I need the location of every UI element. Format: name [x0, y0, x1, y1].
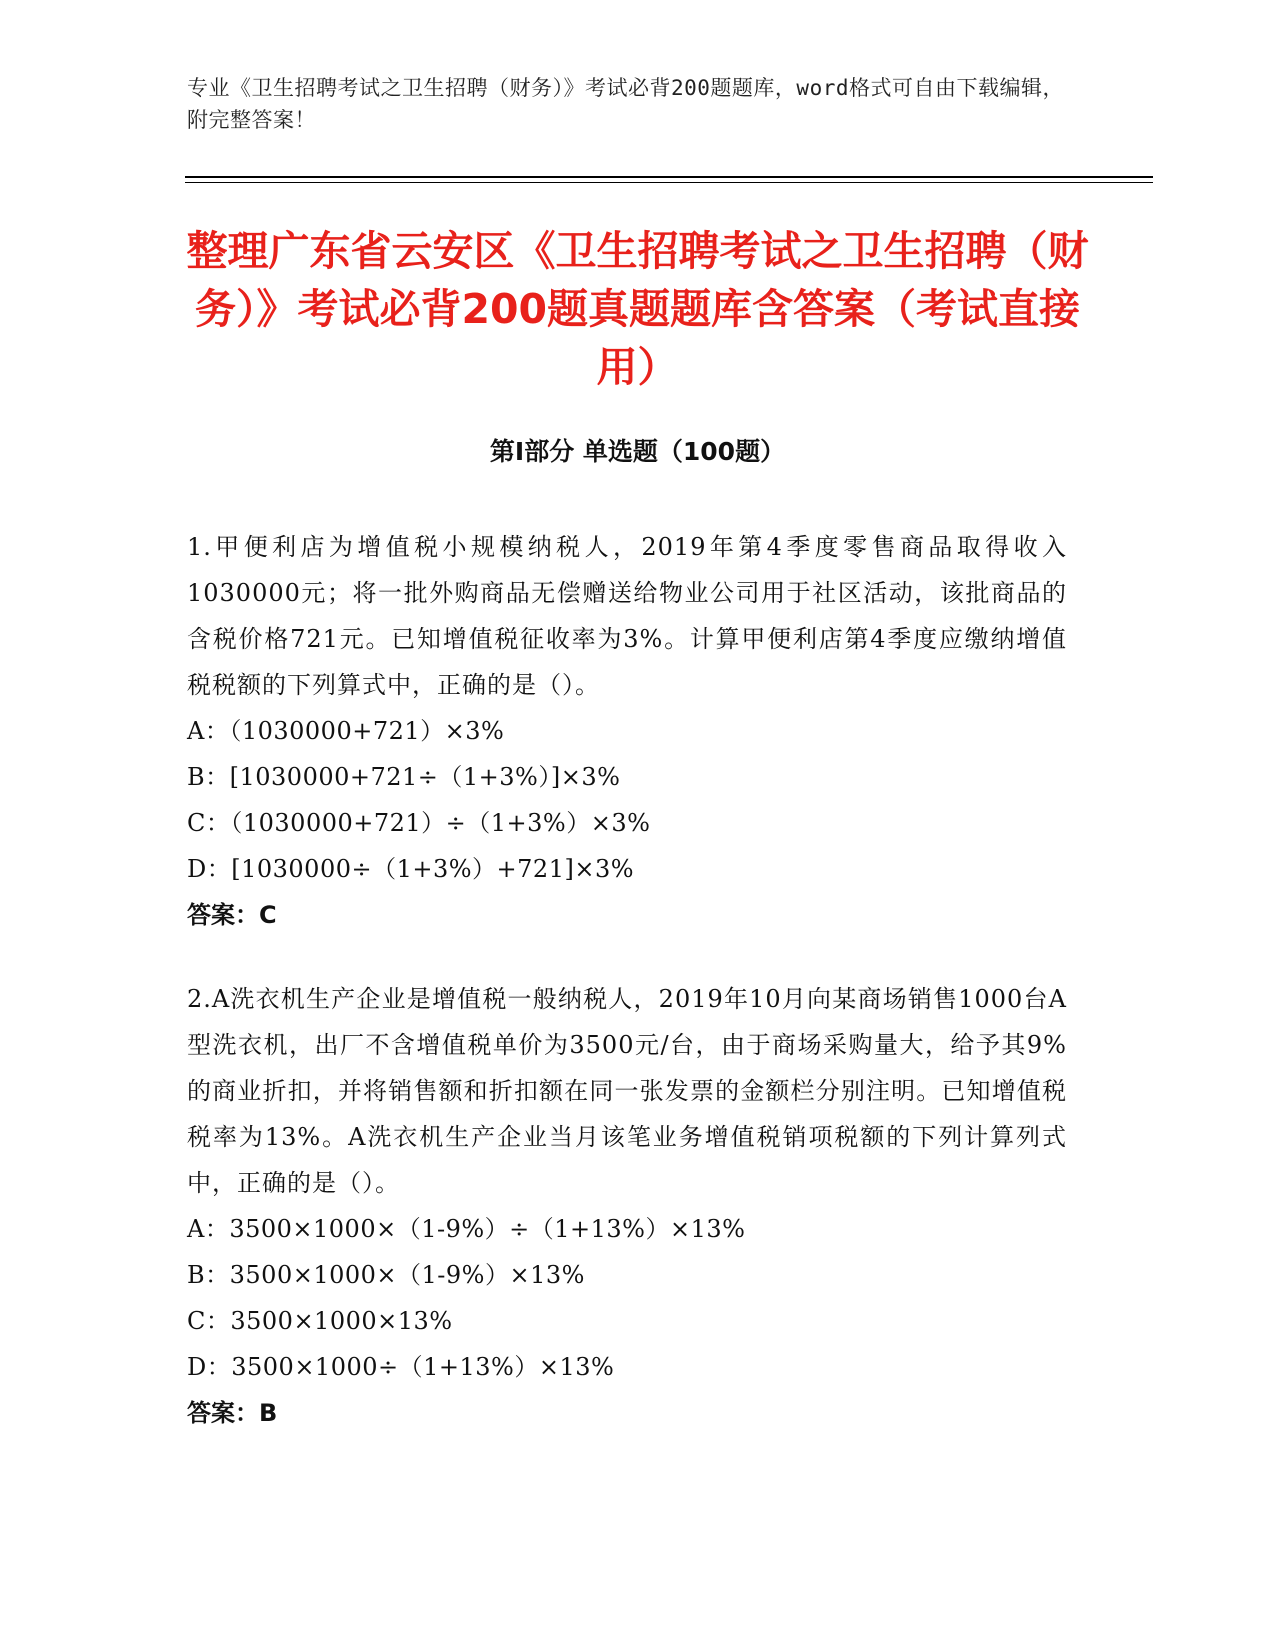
section-title: 第I部分 单选题（100题）: [489, 437, 786, 466]
option-c: C：（1030000+721）÷（1+3%）×3%: [187, 809, 651, 837]
header-note: 专业《卫生招聘考试之卫生招聘（财务）》考试必背200题题库，word格式可自由下载编辑，附完整答案！: [187, 76, 1064, 132]
header-divider-thick: [185, 176, 1153, 178]
document-title: 整理广东省云安区《卫生招聘考试之卫生招聘（财务）》考试必背200题真题题库含答案（考试直接用）: [186, 227, 1089, 391]
question-stem: 2.A洗衣机生产企业是增值税一般纳税人，2019年10月向某商场销售1000台A型洗衣机，出厂不含增值税单价为3500元/台，由于商场采购量大，给予其9%的商业折扣，并将销售额和折扣额在同一张发票的金额栏分别注明。已知增值税税率为13%。A洗衣机生产企业当月该笔业务增值税销项税额的下列计算列式中，正确的是（）。: [187, 985, 1067, 1197]
option-b: B：[1030000+721÷（1+3%）]×3%: [187, 763, 621, 791]
question-stem: 1.甲便利店为增值税小规模纳税人，2019年第4季度零售商品取得收入1030000元；将一批外购商品无偿赠送给物业公司用于社区活动，该批商品的含税价格721元。已知增值税征收率为3%。计算甲便利店第4季度应缴纳增值税税额的下列算式中，正确的是（）。: [187, 533, 1067, 699]
option-b: B：3500×1000×（1-9%）×13%: [187, 1261, 585, 1289]
question-2: [187, 976, 1067, 1436]
option-d: D：3500×1000÷（1+13%）×13%: [187, 1353, 615, 1381]
option-list: [187, 1206, 1067, 1390]
answer: 答案：C: [187, 901, 277, 929]
option-a: A：3500×1000×（1-9%）÷（1+13%）×13%: [187, 1215, 746, 1243]
header-divider-thin: [185, 182, 1153, 183]
answer: 答案：B: [187, 1399, 278, 1427]
option-list: [187, 708, 1067, 892]
question-1: [187, 524, 1067, 938]
option-a: A：（1030000+721）×3%: [187, 717, 505, 745]
option-c: C：3500×1000×13%: [187, 1307, 453, 1335]
option-d: D：[1030000÷（1+3%）+721]×3%: [187, 855, 635, 883]
